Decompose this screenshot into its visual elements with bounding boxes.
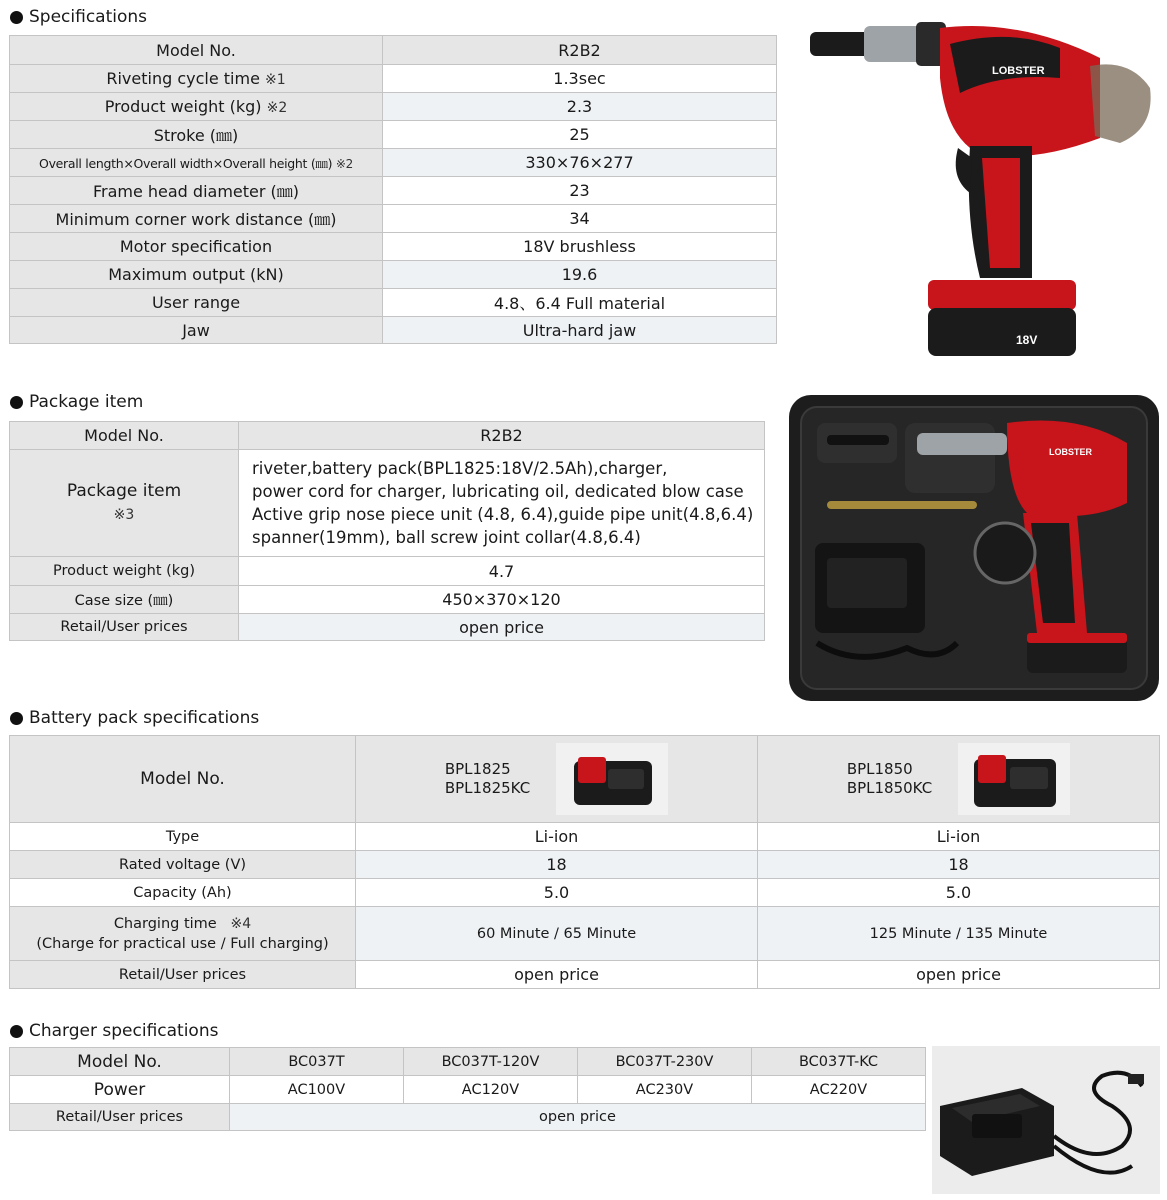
- row-value: 4.7: [239, 557, 765, 586]
- charger-price: open price: [230, 1104, 926, 1131]
- row-value: 330×76×277: [383, 149, 777, 177]
- charger-icon: [932, 1046, 1160, 1194]
- row-label: Rated voltage (V): [10, 851, 356, 879]
- row-label: Motor specification: [10, 233, 383, 261]
- table-row: [10, 177, 777, 205]
- svg-text:LOBSTER: LOBSTER: [1049, 447, 1093, 457]
- package-heading: [10, 391, 143, 413]
- charger-power: AC220V: [752, 1076, 926, 1104]
- row-value: open price: [356, 961, 758, 989]
- battery-photo: [556, 743, 668, 815]
- battery-model-names: BPL1850 BPL1850KC: [846, 760, 933, 797]
- row-label: Capacity (Ah): [10, 879, 356, 907]
- battery-table: [9, 735, 1160, 989]
- section-title-text: Charger specifications: [29, 1021, 219, 1041]
- header-label: Model No.: [10, 736, 356, 823]
- row-label: Retail/User prices: [10, 961, 356, 989]
- row-value: 19.6: [383, 261, 777, 289]
- battery-heading: [10, 707, 259, 729]
- battery-pack-icon: [958, 743, 1070, 815]
- table-row: [10, 557, 765, 586]
- section-title-text: Battery pack specifications: [29, 708, 260, 728]
- table-row: [10, 1104, 926, 1131]
- bullet-icon: [10, 1025, 23, 1038]
- table-row: [10, 586, 765, 614]
- table-row: [10, 317, 777, 344]
- charger-model: BC037T: [230, 1048, 404, 1076]
- row-label: Model No.: [10, 1048, 230, 1076]
- row-value: 18: [356, 851, 758, 879]
- row-value: 125 Minute / 135 Minute: [758, 907, 1160, 961]
- header-label: Model No.: [10, 422, 239, 450]
- row-label: Retail/User prices: [10, 1104, 230, 1131]
- table-row: [10, 422, 765, 450]
- row-label: Frame head diameter (㎜): [10, 177, 383, 205]
- row-value: Li-ion: [356, 823, 758, 851]
- table-row: [10, 879, 1160, 907]
- svg-text:18V: 18V: [1016, 333, 1038, 347]
- table-row: [10, 907, 1160, 961]
- row-value: 18V brushless: [383, 233, 777, 261]
- table-row: [10, 261, 777, 289]
- bullet-icon: [10, 396, 23, 409]
- row-value: open price: [758, 961, 1160, 989]
- table-row: [10, 851, 1160, 879]
- table-row: [10, 149, 777, 177]
- table-row: [10, 121, 777, 149]
- package-item-list: riveter,battery pack(BPL1825:18V/2.5Ah),charger, power cord for charger, lubricating oil, dedicated blow case Active grip nose piece unit (4.8, 6.4),guide pipe unit(4.8,6.4) spanner(19mm), ball screw joint collar(4.8,6.4): [239, 450, 765, 557]
- charger-power: AC120V: [404, 1076, 578, 1104]
- charger-power: AC100V: [230, 1076, 404, 1104]
- battery-model-cell: [758, 736, 1160, 823]
- table-row: [10, 233, 777, 261]
- row-label: Jaw: [10, 317, 383, 344]
- table-row: [10, 1048, 926, 1076]
- riveter-icon: [800, 18, 1160, 368]
- specifications-table: [9, 35, 777, 344]
- row-value: 5.0: [758, 879, 1160, 907]
- table-row: [10, 614, 765, 641]
- row-label: Maximum output (kN): [10, 261, 383, 289]
- case-icon: [787, 393, 1161, 703]
- battery-photo: [958, 743, 1070, 815]
- row-label: Riveting cycle time ※1: [10, 65, 383, 93]
- row-value: 450×370×120: [239, 586, 765, 614]
- row-label: Product weight (kg) ※2: [10, 93, 383, 121]
- bullet-icon: [10, 11, 23, 24]
- row-value: 23: [383, 177, 777, 205]
- table-row: [10, 289, 777, 317]
- row-value: open price: [239, 614, 765, 641]
- row-value: 2.3: [383, 93, 777, 121]
- row-value: 34: [383, 205, 777, 233]
- row-value: Li-ion: [758, 823, 1160, 851]
- row-label: Overall length×Overall width×Overall height (㎜) ※2: [10, 149, 383, 177]
- row-value: 25: [383, 121, 777, 149]
- row-label: User range: [10, 289, 383, 317]
- section-title-text: Package item: [29, 392, 144, 412]
- table-row: [10, 823, 1160, 851]
- charger-model: BC037T-230V: [578, 1048, 752, 1076]
- battery-model-names: BPL1825 BPL1825KC: [444, 760, 531, 797]
- table-row: [10, 65, 777, 93]
- charger-model: BC037T-120V: [404, 1048, 578, 1076]
- row-value: 18: [758, 851, 1160, 879]
- row-value: 4.8、6.4 Full material: [383, 289, 777, 317]
- row-label: Product weight (kg): [10, 557, 239, 586]
- bullet-icon: [10, 712, 23, 725]
- table-row: [10, 736, 1160, 823]
- row-value: Ultra-hard jaw: [383, 317, 777, 344]
- row-label: Type: [10, 823, 356, 851]
- table-row: [10, 36, 777, 65]
- row-label: Stroke (㎜): [10, 121, 383, 149]
- section-title-text: Specifications: [29, 7, 148, 27]
- svg-text:LOBSTER: LOBSTER: [992, 65, 1045, 77]
- charger-heading: [10, 1020, 218, 1042]
- header-value: R2B2: [383, 36, 777, 65]
- header-label: Model No.: [10, 36, 383, 65]
- table-row: [10, 961, 1160, 989]
- charger-table: [9, 1047, 926, 1131]
- table-row: [10, 1076, 926, 1104]
- specifications-heading: [10, 6, 147, 28]
- battery-model-cell: [356, 736, 758, 823]
- row-label: Power: [10, 1076, 230, 1104]
- case-photo: [787, 393, 1161, 703]
- charger-model: BC037T-KC: [752, 1048, 926, 1076]
- row-label: Retail/User prices: [10, 614, 239, 641]
- row-label: Minimum corner work distance (㎜): [10, 205, 383, 233]
- row-label: Charging time ※4 (Charge for practical use / Full charging): [10, 907, 356, 961]
- charger-photo: [932, 1046, 1160, 1194]
- row-value: 1.3sec: [383, 65, 777, 93]
- package-table: [9, 421, 765, 641]
- package-item-label: Package item ※3: [10, 450, 239, 557]
- header-value: R2B2: [239, 422, 765, 450]
- battery-pack-icon: [556, 743, 668, 815]
- row-value: 60 Minute / 65 Minute: [356, 907, 758, 961]
- riveter-photo: [800, 18, 1160, 368]
- table-row: [10, 450, 765, 557]
- row-value: 5.0: [356, 879, 758, 907]
- charger-power: AC230V: [578, 1076, 752, 1104]
- table-row: [10, 93, 777, 121]
- row-label: Case size (㎜): [10, 586, 239, 614]
- table-row: [10, 205, 777, 233]
